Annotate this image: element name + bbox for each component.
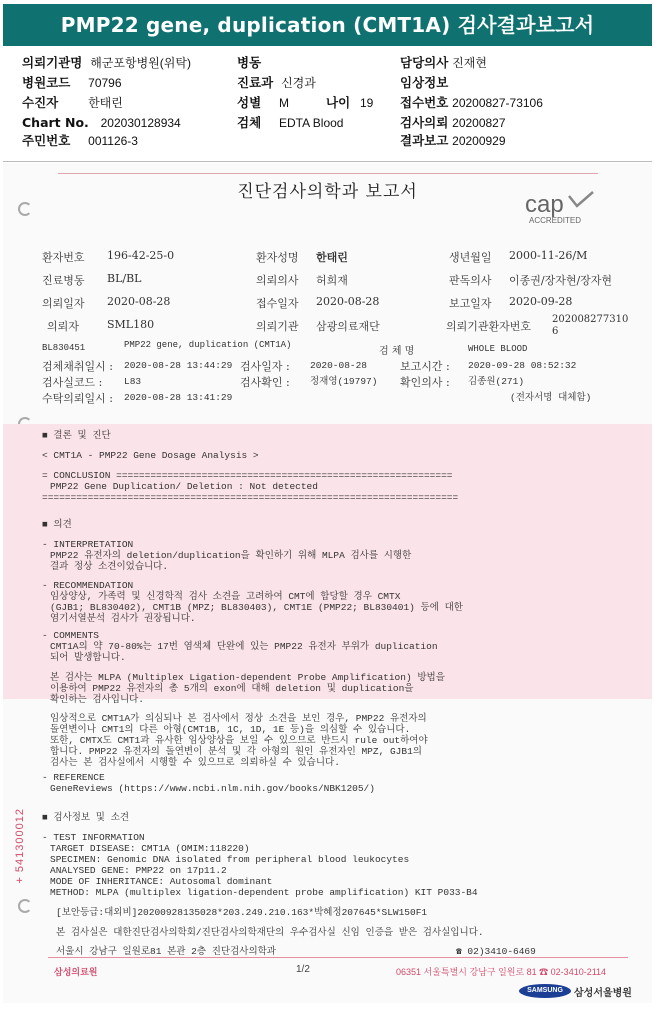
info-label: 환자번호	[42, 251, 85, 264]
text-line: METHOD: MLPA (multiplex ligation-dependent probe amplification) KIT P033-B4	[50, 887, 478, 898]
info-label: 의뢰기관환자번호	[446, 320, 532, 333]
text-line: CMT1A의 약 70-80%는 17번 염색체 단완에 있는 PMP22 유전자 부위가 duplication	[50, 641, 438, 652]
info-value: 2020-08-28	[316, 295, 380, 308]
info-label: 판독의사	[449, 274, 492, 287]
header-field: 주민번호 001126-3	[22, 133, 138, 148]
header-field: 의뢰기관명 해군포항병원(위탁)	[22, 55, 191, 70]
info-label: 의뢰자	[47, 320, 79, 333]
text-line: PMP22 유전자의 deletion/duplication을 확인하기 위해 MLPA 검사를 시행한	[50, 550, 412, 561]
text-line: TARGET DISEASE: CMT1A (OMIM:118220)	[50, 843, 250, 854]
header-field: 결과보고 20200929	[400, 133, 506, 148]
text-line: - RECOMMENDATION	[42, 580, 134, 591]
info-label: 의뢰기관	[256, 320, 299, 333]
text-line: 본 검사는 MLPA (Multiplex Ligation-dependent Probe Amplification) 방법을	[50, 672, 445, 683]
text-line: SPECIMEN: Genomic DNA isolated from peripheral blood leukocytes	[50, 854, 410, 865]
text-line: ANALYSED GENE: PMP22 on 17p11.2	[50, 865, 227, 876]
info-label: 환자성명	[256, 251, 299, 264]
text-line: MODE OF INHERITANCE: Autosomal dominant	[50, 876, 273, 887]
meta-label: 확인의사 :	[400, 376, 450, 389]
reference-link[interactable]: GeneReviews (https://www.ncbi.nlm.nih.gov/books/NBK1205/)	[50, 783, 375, 794]
section-title-conclusion: ■ 결론 및 진단	[42, 430, 111, 441]
meta-value: 2020-08-28 13:41:29	[124, 392, 233, 403]
header-divider	[3, 161, 652, 162]
info-label: 의뢰의사	[256, 274, 299, 287]
conclusion-text: PMP22 Gene Duplication/ Deletion : Not detected	[50, 481, 318, 492]
svg-text:ACCREDITED: ACCREDITED	[529, 216, 582, 225]
meta-value: L83	[124, 376, 142, 387]
binder-hole-icon	[18, 202, 32, 216]
info-value: 2000-11-26/M	[509, 249, 588, 262]
info-value: BL/BL	[107, 272, 142, 285]
info-value: 허희재	[316, 274, 348, 287]
header-field: 병원코드 70796	[22, 75, 122, 90]
info-value: 196-42-25-0	[107, 249, 175, 262]
header-field: 수진자 한태린	[22, 95, 123, 110]
section-title-test-info: ■ 검사정보 및 소견	[42, 812, 130, 823]
text-line: 임상적으로 CMT1A가 의심되나 본 검사에서 정상 소견을 보인 경우, PMP22 유전자의	[50, 713, 427, 724]
info-label: 의뢰일자	[42, 297, 85, 310]
info-value: 이종권/장자현/장자현	[509, 274, 613, 287]
test-name: PMP22 gene, duplication (CMT1A)	[124, 340, 292, 350]
header-field: 진료과 신경과	[237, 75, 316, 90]
header-field: 임상정보	[400, 75, 449, 90]
report-title-bar: PMP22 gene, duplication (CMT1A) 검사결과보고서	[3, 4, 652, 46]
header-field-age: 나이 19	[326, 95, 374, 110]
conclusion-divider: =========================================================================	[42, 492, 459, 503]
section-title-opinion: ■ 의견	[42, 519, 72, 530]
header-field: 접수번호 20200827-73106	[400, 95, 543, 110]
text-line: 되어 발생합니다.	[50, 652, 126, 663]
text-line: - TEST INFORMATION	[42, 832, 145, 843]
analysis-name: < CMT1A - PMP22 Gene Dosage Analysis >	[42, 450, 259, 461]
meta-value: 2020-08-28 13:44:29	[124, 360, 233, 371]
info-value: 202008277310	[552, 314, 629, 325]
info-value: 2020-09-28	[509, 295, 573, 308]
hospital-name: 삼성서울병원	[574, 988, 632, 999]
meta-label: 보고시간 :	[400, 360, 450, 373]
header-field: Chart No. 202030128934	[22, 115, 181, 130]
conclusion-divider: = CONCLUSION ===========================================================	[42, 470, 453, 481]
meta-label: 검사실코드 :	[42, 376, 103, 389]
header-field: 성별 M	[237, 95, 289, 110]
text-line: 결과 정상 소견이었습니다.	[50, 561, 169, 572]
text-line: 또한, CMTX도 CMT1과 유사한 임상양상을 보일 수 있으므로 반드시 rule out하여야	[50, 735, 428, 746]
meta-label: 검체채취일시 :	[42, 360, 113, 373]
meta-label: 검사확인 :	[240, 376, 290, 389]
red-rule	[48, 957, 628, 958]
scan-report-title: 진단검사의학과 보고서	[237, 182, 418, 202]
text-line: 염기서열분석 검사가 권장됩니다.	[50, 613, 196, 624]
text-line: 검사는 본 검사실에서 시행할 수 있으므로 의뢰하실 수 있습니다.	[50, 757, 340, 768]
info-label: 진료병동	[42, 274, 85, 287]
lab-phone: ☎ 02)3410-6469	[456, 946, 536, 957]
header-field: 담당의사 진재현	[400, 55, 487, 70]
red-rule	[58, 173, 598, 174]
specimen-label: 검 체 명	[379, 346, 415, 357]
meta-label: 검사일자 :	[240, 360, 290, 373]
security-line: [보안등급:대외비]20200928135028*203.249.210.163*박혜정207645*SLW150F1	[56, 907, 428, 918]
certification-text: 본 검사실은 대한진단검사의학회/진단검사의학재단의 우수검사실 신임 인증을 받은 검사실입니다.	[56, 927, 484, 938]
info-value: 한태린	[316, 251, 348, 264]
text-line: (GJB1; BL830402), CMT1B (MPZ; BL830403), CMT1E (PMP22; BL830401) 등에 대한	[50, 602, 463, 613]
info-label: 생년월일	[449, 251, 492, 264]
text-line: - COMMENTS	[42, 630, 100, 641]
page-number: 1/2	[296, 964, 310, 975]
meta-label: 수탁의뢰일시 :	[42, 392, 113, 405]
footer-address: 06351 서울특별시 강남구 일원로 81 ☎ 02-3410-2114	[396, 967, 607, 977]
meta-value: 2020-08-28	[310, 360, 368, 371]
header-field: 병동	[237, 55, 262, 70]
e-signature-note: (전자서명 대체함)	[510, 392, 592, 403]
info-value: 삼광의료재단	[316, 320, 380, 333]
footer-hospital: 삼성의료원	[54, 967, 98, 977]
header-field: 검체 EDTA Blood	[237, 115, 344, 130]
meta-value: 정재영(19797)	[310, 376, 378, 387]
lab-address: 서울시 강남구 일원로81 본관 2층 진단검사의학과	[56, 946, 276, 957]
meta-value: 김종원(271)	[468, 376, 525, 387]
info-value: 2020-08-28	[107, 295, 171, 308]
info-value-suffix: 6	[552, 326, 559, 337]
info-label: 보고일자	[449, 297, 492, 310]
text-line: 확인하는 검사입니다.	[50, 694, 144, 705]
text-line: 합니다. PMP22 유전자의 돌연변이 분석 및 각 아형의 원인 유전자인 MPZ, GJB1의	[50, 746, 422, 757]
barcode-number: + 541300012	[14, 808, 26, 884]
text-line: 임상양상, 가족력 및 신경학적 검사 소견을 고려하여 CMT에 합당할 경우 CMTX	[50, 591, 401, 602]
meta-value: 2020-09-28 08:52:32	[468, 360, 577, 371]
info-label: 접수일자	[256, 297, 299, 310]
header-field: 검사의뢰 20200827	[400, 115, 506, 130]
text-line: 돌연변이나 CMT1의 다른 아형(CMT1B, 1C, 1D, 1E 등)을 의심할 수 있습니다.	[50, 724, 411, 735]
samsung-logo-icon: SAMSUNG	[519, 984, 571, 998]
info-value: SML180	[107, 318, 155, 331]
specimen-value: WHOLE BLOOD	[468, 344, 528, 354]
text-line: - REFERENCE	[42, 772, 105, 783]
cap-accredited-logo	[523, 190, 603, 226]
text-line: 이용하여 PMP22 유전자의 총 5개의 exon에 대해 deletion 및 duplication을	[50, 683, 414, 694]
text-line: - INTERPRETATION	[42, 539, 134, 550]
svg-text:cap: cap	[525, 191, 564, 218]
test-code: BL830451	[42, 343, 86, 353]
